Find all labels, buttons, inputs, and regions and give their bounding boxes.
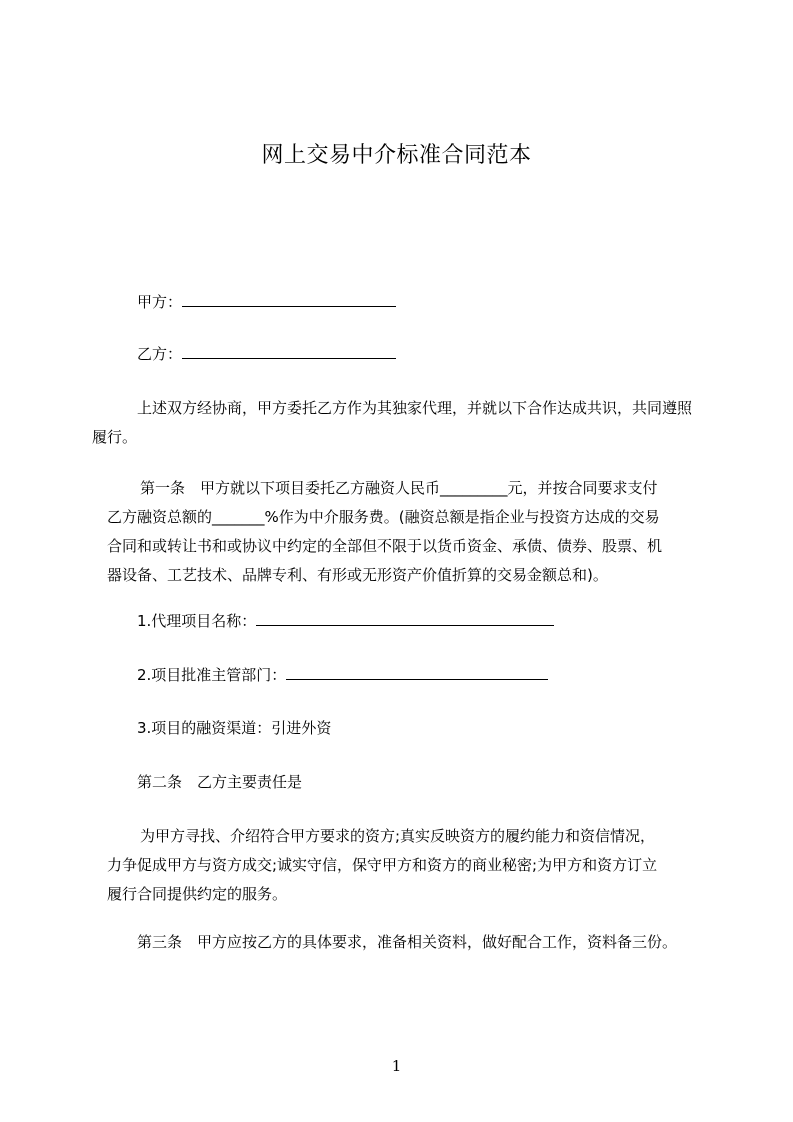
article2-heading: 第二条 乙方主要责任是 bbox=[137, 773, 303, 791]
party-a-label: 甲方： bbox=[137, 293, 183, 311]
article2-line1: 为甲方寻找、介绍符合甲方要求的资方;真实反映资方的履约能力和资信情况， bbox=[140, 827, 656, 845]
party-b-label: 乙方： bbox=[137, 345, 183, 363]
party-a-line bbox=[137, 292, 396, 312]
intro-paragraph: 上述双方经协商，甲方委托乙方作为其独家代理，并就以下合作达成共识，共同遵照履行。 bbox=[92, 399, 693, 446]
article3-paragraph: 第三条 甲方应按乙方的具体要求，准备相关资料，做好配合工作，资料备三份。 bbox=[137, 933, 678, 951]
item-project-name bbox=[137, 611, 554, 631]
party-b-line bbox=[137, 344, 396, 364]
document-title: 网上交易中介标准合同范本 bbox=[261, 143, 532, 168]
item-approval-dept-label: 2.项目批准主管部门： bbox=[137, 666, 287, 684]
item-approval-dept bbox=[137, 665, 548, 685]
article1-line3: 合同和或转让书和或协议中约定的全部但不限于以货币资金、承债、债券、股票、机 bbox=[107, 537, 663, 555]
article1-line1: 第一条 甲方就以下项目委托乙方融资人民币_________元，并按合同要求支付 bbox=[140, 479, 658, 497]
page-number: 1 bbox=[391, 1057, 402, 1075]
article1-line4: 器设备、工艺技术、品牌专利、有形或无形资产价值折算的交易金额总和)。 bbox=[107, 566, 608, 584]
item-project-name-blank bbox=[256, 611, 554, 626]
item-approval-dept-blank bbox=[286, 665, 548, 680]
item-project-name-label: 1.代理项目名称： bbox=[137, 612, 257, 630]
party-b-blank bbox=[182, 344, 396, 359]
article1-line2: 乙方融资总额的_______%作为中介服务费。(融资总额是指企业与投资方达成的交易 bbox=[107, 508, 660, 526]
article2-line3: 履行合同提供约定的服务。 bbox=[107, 885, 288, 903]
party-a-blank bbox=[182, 292, 396, 307]
article2-line2: 力争促成甲方与资方成交;诚实守信，保守甲方和资方的商业秘密;为甲方和资方订立 bbox=[107, 856, 658, 874]
item-financing-channel: 3.项目的融资渠道：引进外资 bbox=[137, 719, 332, 737]
